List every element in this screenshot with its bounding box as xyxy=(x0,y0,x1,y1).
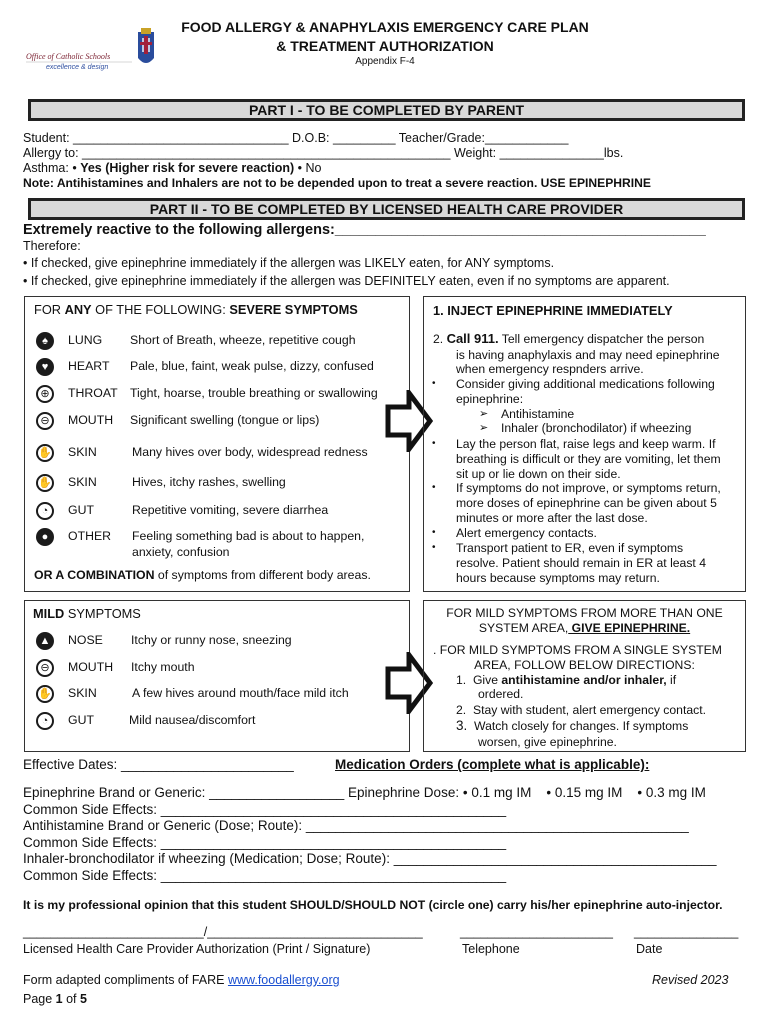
check-likely[interactable] xyxy=(23,256,554,270)
severe-symptom-name: LUNG xyxy=(68,333,103,347)
severe-action-text: more doses of epinephrine can be given about 5 xyxy=(456,496,717,510)
severe-symptom-desc: Pale, blue, faint, weak pulse, dizzy, confused xyxy=(130,359,374,373)
severe-header-bold: SEVERE SYMPTOMS xyxy=(229,302,358,317)
severe-action-text: Consider giving additional medications following xyxy=(456,377,715,391)
mild-step3-num: 3. xyxy=(456,718,468,733)
throat-icon: ⊕ xyxy=(36,385,54,403)
part2-heading: PART II - TO BE COMPLETED BY LICENSED HEALTH CARE PROVIDER xyxy=(28,198,745,220)
asthma-label: Asthma: xyxy=(23,161,69,175)
bullet-icon: • xyxy=(432,378,436,389)
bullet-icon: • xyxy=(432,438,436,449)
mild-symptom-name: NOSE xyxy=(68,633,103,647)
mild-step1-num: 1. xyxy=(456,673,467,687)
combination-bold: OR A COMBINATION xyxy=(34,568,155,582)
mild-step3 xyxy=(456,718,688,733)
severe-symptom-name: MOUTH xyxy=(68,413,114,427)
severe-header-any: ANY xyxy=(64,302,92,317)
severe-action-text: resolve. Patient should remain in ER at least 4 xyxy=(456,556,706,570)
mild-step1-line2: ordered. xyxy=(478,687,524,701)
page-total: 5 xyxy=(80,992,87,1006)
severe-action-text: hours because symptoms may return. xyxy=(456,571,660,585)
mouth-icon-mild: ⊖ xyxy=(36,659,54,677)
skin-icon-mild: ✋ xyxy=(36,685,54,703)
severe-header-prefix: FOR xyxy=(34,302,65,317)
mild-step1-bold: antihistamine and/or inhaler, xyxy=(501,673,667,687)
footer-adapted-text: Form adapted compliments of FARE xyxy=(23,973,228,987)
severe-symptom-desc: Tight, hoarse, trouble breathing or swallowing xyxy=(130,386,378,400)
mild-step3-line2: worsen, give epinephrine. xyxy=(478,735,617,749)
skin-icon: ✋ xyxy=(36,444,54,462)
lung-icon: ♠ xyxy=(36,332,54,350)
mild-multi-line1: FOR MILD SYMPTOMS FROM MORE THAN ONE xyxy=(446,606,723,620)
dose-03-label: 0.3 mg IM xyxy=(645,785,706,800)
severe-symptom-desc: Short of Breath, wheeze, repetitive cough xyxy=(130,333,356,347)
call-911-text-1: Tell emergency dispatcher the person xyxy=(498,332,705,346)
mild-header-bold: MILD xyxy=(33,606,65,621)
mild-header xyxy=(33,606,141,621)
check-definitely-label: If checked, give epinephrine immediately if the allergen was DEFINITELY eaten, even if no symptoms are apparent. xyxy=(30,274,670,288)
call-911-number: 2. xyxy=(433,332,444,346)
severe-symptom-desc: Many hives over body, widespread redness xyxy=(132,445,368,459)
bullet-icon: • xyxy=(432,482,436,493)
professional-opinion: It is my professional opinion that this student SHOULD/SHOULD NOT (circle one) carry his/her epinephrine auto-injector. xyxy=(23,898,723,912)
allergy-field[interactable]: Allergy to: _____________________________________________________ Weight: _______________lbs. xyxy=(23,146,624,160)
severe-symptom-name: SKIN xyxy=(68,445,97,459)
page-mid: of xyxy=(62,992,80,1006)
asthma-no-label: No xyxy=(305,161,322,175)
severe-symptom-desc: Hives, itchy rashes, swelling xyxy=(132,475,286,489)
severe-symptom-name: OTHER xyxy=(68,529,112,543)
mild-single-line1: . FOR MILD SYMPTOMS FROM A SINGLE SYSTEM xyxy=(433,643,722,657)
severe-sub-bullet: Antihistamine xyxy=(501,407,575,421)
severe-header xyxy=(34,302,358,317)
inject-step: 1. INJECT EPINEPHRINE IMMEDIATELY xyxy=(433,303,673,318)
checkbox-bullet-icon-2[interactable]: • xyxy=(23,274,28,288)
epinephrine-note: Note: Antihistamines and Inhalers are not to be depended upon to treat a severe reaction. USE EPINEPHRINE xyxy=(23,176,651,190)
severe-header-mid: OF THE FOLLOWING: xyxy=(91,302,230,317)
revised-label: Revised 2023 xyxy=(652,973,729,987)
severe-symptom-desc: Repetitive vomiting, severe diarrhea xyxy=(132,503,329,517)
therefore-label: Therefore: xyxy=(23,239,81,253)
bullet-icon: • xyxy=(432,542,436,553)
mouth-icon: ⊖ xyxy=(36,412,54,430)
page-number xyxy=(23,992,87,1006)
epinephrine-row xyxy=(23,785,706,800)
gut-icon: ◔ xyxy=(36,502,54,520)
mild-multi-line2-pre: SYSTEM AREA, xyxy=(478,621,569,635)
mild-step1 xyxy=(456,673,676,687)
mild-symptom-name: GUT xyxy=(68,713,94,727)
call-911-text-3: when emergency respnders arrive. xyxy=(456,362,644,376)
dose-option-01[interactable]: • 0.1 mg IM xyxy=(462,785,532,800)
antihistamine-field[interactable]: Antihistamine Brand or Generic (Dose; Route): ___________________________________________________ xyxy=(23,818,689,833)
arrow-bullet-icon: ➢ xyxy=(479,422,489,434)
effective-dates-field[interactable]: Effective Dates: _______________________ xyxy=(23,757,294,772)
severe-action-text: epinephrine: xyxy=(456,392,524,406)
combination-note xyxy=(34,568,371,582)
mild-symptom-desc: Mild nausea/discomfort xyxy=(129,713,256,727)
fare-link[interactable]: www.foodallergy.org xyxy=(227,973,340,987)
skin-icon-2: ✋ xyxy=(36,474,54,492)
mild-step2-text: Stay with student, alert emergency contact. xyxy=(472,703,706,717)
check-definitely[interactable] xyxy=(23,274,670,288)
severe-symptom-desc-2: anxiety, confusion xyxy=(132,545,230,559)
severe-action-text: Lay the person flat, raise legs and keep warm. If xyxy=(456,437,716,451)
dose-01-label: 0.1 mg IM xyxy=(471,785,532,800)
part1-heading: PART I - TO BE COMPLETED BY PARENT xyxy=(28,99,745,121)
other-icon: ● xyxy=(36,528,54,546)
dose-option-03[interactable]: • 0.3 mg IM xyxy=(626,785,706,800)
severe-symptom-name: SKIN xyxy=(68,475,97,489)
mild-step2-num: 2. xyxy=(456,703,467,717)
telephone-field[interactable]: ______________________ xyxy=(460,925,613,939)
severe-action-text: Alert emergency contacts. xyxy=(456,526,597,540)
mild-header-rest: SYMPTOMS xyxy=(64,606,141,621)
severe-action-text: If symptoms do not improve, or symptoms return, xyxy=(456,481,721,495)
asthma-no-option[interactable]: • No xyxy=(297,161,322,175)
severe-action-text: minutes or more after the last dose. xyxy=(456,511,648,525)
mild-symptom-desc: A few hives around mouth/face mild itch xyxy=(132,686,349,700)
severe-symptom-name: THROAT xyxy=(68,386,118,400)
epinephrine-brand-field[interactable]: Epinephrine Brand or Generic: __________________ Epinephrine Dose: xyxy=(23,785,460,800)
logo-text: Office of Catholic Schools xyxy=(26,52,111,61)
arrow-bullet-icon: ➢ xyxy=(479,408,489,420)
severe-action-text: sit up or lie down on their side. xyxy=(456,467,621,481)
severe-symptom-name: GUT xyxy=(68,503,94,517)
mild-step1-pre: Give xyxy=(472,673,502,687)
checkbox-bullet-icon[interactable]: • xyxy=(23,256,28,270)
date-field[interactable]: _______________ xyxy=(634,925,739,939)
call-911-bold: Call 911. xyxy=(446,331,499,346)
check-likely-label: If checked, give epinephrine immediately if the allergen was LIKELY eaten, for ANY symptoms. xyxy=(30,256,555,270)
give-epinephrine-label: GIVE EPINEPHRINE. xyxy=(568,621,691,635)
severe-action-text: Transport patient to ER, even if symptoms xyxy=(456,541,684,555)
dose-015-label: 0.15 mg IM xyxy=(554,785,623,800)
form-subtitle: & TREATMENT AUTHORIZATION xyxy=(276,38,494,54)
severe-symptom-desc: Feeling something bad is about to happen, xyxy=(132,529,365,543)
student-field[interactable]: Student: _______________________________ D.O.B: _________ Teacher/Grade:____________ xyxy=(23,131,569,145)
page-pre: Page xyxy=(23,992,56,1006)
mild-step3-text: Watch closely for changes. If symptoms xyxy=(474,719,689,733)
allergens-field[interactable]: Extremely reactive to the following allergens:______________________________________________ xyxy=(23,222,706,238)
mild-symptom-desc: Itchy or runny nose, sneezing xyxy=(131,633,292,647)
appendix-label: Appendix F-4 xyxy=(355,56,415,67)
signature-field[interactable]: __________________________/_______________________________ xyxy=(23,925,423,939)
medication-orders-heading: Medication Orders (complete what is applicable): xyxy=(335,757,650,772)
severe-action-text: breathing is difficult or they are vomiting, let them xyxy=(456,452,721,466)
asthma-row xyxy=(23,161,322,175)
asthma-yes-label: Yes (Higher risk for severe reaction) xyxy=(80,161,295,175)
severe-symptom-desc: Significant swelling (tongue or lips) xyxy=(130,413,320,427)
heart-icon: ♥ xyxy=(36,358,54,376)
side-effects-field-3[interactable]: Common Side Effects: ______________________________________________ xyxy=(23,868,507,883)
page-current: 1 xyxy=(55,992,63,1006)
asthma-yes-option[interactable]: • Yes (Higher risk for severe reaction) xyxy=(72,161,295,175)
bullet-icon: • xyxy=(432,527,436,538)
call-911-text-2: is having anaphylaxis and may need epinephrine xyxy=(456,348,720,362)
mild-symptom-name: SKIN xyxy=(68,686,97,700)
telephone-label: Telephone xyxy=(462,942,520,956)
date-label: Date xyxy=(636,942,663,956)
severe-sub-bullet: Inhaler (bronchodilator) if wheezing xyxy=(501,421,692,435)
mild-single-line2: AREA, FOLLOW BELOW DIRECTIONS: xyxy=(474,658,695,672)
mild-step2 xyxy=(456,703,706,717)
side-effects-field-1[interactable]: Common Side Effects: ______________________________________________ xyxy=(23,802,507,817)
nose-icon: ▲ xyxy=(36,632,54,650)
footer-adapted xyxy=(23,973,340,987)
mild-symptoms-panel xyxy=(24,600,410,752)
gut-icon-mild: ◔ xyxy=(36,712,54,730)
severe-symptom-name: HEART xyxy=(68,359,110,373)
mild-symptom-name: MOUTH xyxy=(68,660,114,674)
mild-multi-line2 xyxy=(423,621,746,635)
call-911-step xyxy=(433,331,704,346)
logo-subtext: excellence & design xyxy=(46,64,109,71)
mild-symptom-desc: Itchy mouth xyxy=(131,660,195,674)
dose-option-015[interactable]: • 0.15 mg IM xyxy=(535,785,623,800)
mild-step1-post: if xyxy=(666,673,677,687)
inhaler-field[interactable]: Inhaler-bronchodilator if wheezing (Medication; Dose; Route): ___________________________________________ xyxy=(23,851,717,866)
side-effects-field-2[interactable]: Common Side Effects: ______________________________________________ xyxy=(23,835,507,850)
form-title: FOOD ALLERGY & ANAPHYLAXIS EMERGENCY CARE PLAN xyxy=(181,19,589,35)
combination-rest: of symptoms from different body areas. xyxy=(154,568,371,582)
signature-label: Licensed Health Care Provider Authorization (Print / Signature) xyxy=(23,942,371,956)
